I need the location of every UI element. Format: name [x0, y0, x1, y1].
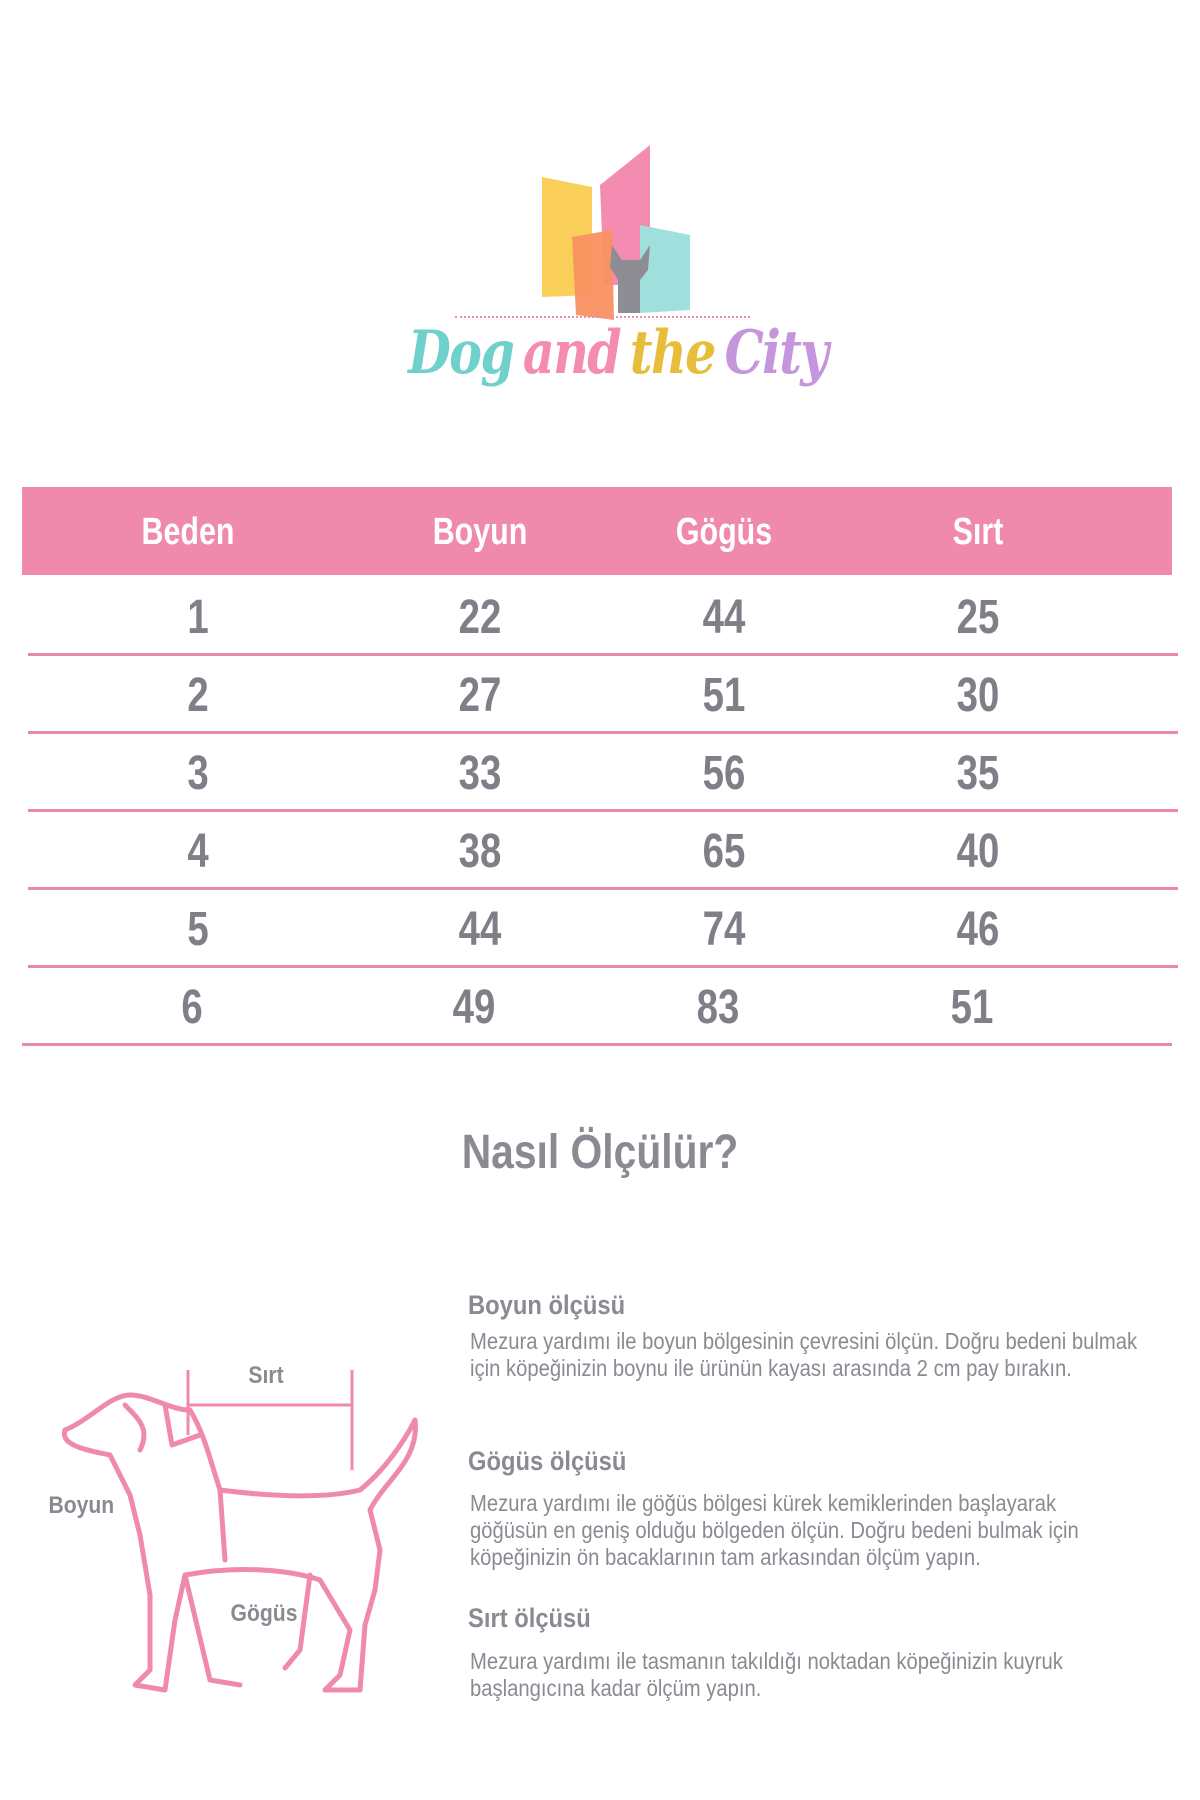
header-beden: Beden: [141, 511, 235, 553]
table-header: [22, 487, 1172, 575]
logo-buildings-icon: [530, 145, 710, 320]
table-cell: 33: [458, 747, 502, 800]
header-gogus: Gögüs: [675, 511, 773, 553]
table-cell: 38: [458, 825, 502, 878]
table-row: [28, 812, 1178, 890]
table-row: [22, 968, 1172, 1046]
table-cell: 46: [956, 903, 1000, 956]
table-cell: 22: [458, 591, 502, 644]
table-row: [28, 578, 1178, 656]
table-cell: 35: [956, 747, 1000, 800]
table-cell: 1: [187, 591, 209, 644]
table-cell: 44: [458, 903, 502, 956]
table-cell: 40: [956, 825, 1000, 878]
table-cell: 2: [187, 669, 209, 722]
table-cell: 51: [950, 981, 994, 1034]
table-row: [28, 890, 1178, 968]
table-cell: 4: [187, 825, 209, 878]
table-cell: 65: [702, 825, 746, 878]
table-row: [28, 656, 1178, 734]
boyun-heading: Boyun ölçüsü: [468, 1290, 626, 1320]
sirt-heading: Sırt ölçüsü: [468, 1603, 591, 1633]
diagram-label-gogus: Gögüs: [230, 1600, 298, 1627]
table-cell: 3: [187, 747, 209, 800]
how-to-measure-title: Nasıl Ölçülür?: [461, 1126, 739, 1179]
table-cell: 6: [181, 981, 203, 1034]
table-cell: 44: [702, 591, 746, 644]
table-cell: 25: [956, 591, 1000, 644]
table-cell: 51: [702, 669, 746, 722]
table-cell: 5: [187, 903, 209, 956]
boyun-description: Mezura yardımı ile boyun bölgesinin çevresini ölçün. Doğru bedeni bulmak için köpeğinizin boynu ile ürünün kayası arasında 2 cm pay bırakın.: [470, 1328, 1138, 1381]
sirt-description: Mezura yardımı ile tasmanın takıldığı noktadan köpeğinizin kuyruk başlangıcına kadar ölçüm yapın.: [470, 1648, 1063, 1701]
gogus-description: Mezura yardımı ile göğüs bölgesi kürek kemiklerinden başlayarak göğüsün en geniş olduğu bölgeden ölçün. Doğru bedeni bulmak için köpeğinizin ön bacaklarının tam arkasından ölçüm yapın.: [470, 1490, 1079, 1570]
table-cell: 27: [458, 669, 502, 722]
diagram-label-sirt: Sırt: [248, 1362, 284, 1389]
logo-text: Dog and the City: [408, 318, 828, 388]
header-sirt: Sırt: [952, 511, 1004, 553]
dog-measurement-diagram-icon: [40, 1350, 440, 1710]
table-cell: 30: [956, 669, 1000, 722]
diagram-label-boyun: Boyun: [48, 1492, 115, 1519]
table-cell: 56: [702, 747, 746, 800]
table-cell: 83: [696, 981, 740, 1034]
table-cell: 74: [702, 903, 746, 956]
gogus-heading: Gögüs ölçüsü: [468, 1446, 627, 1476]
header-boyun: Boyun: [432, 511, 528, 553]
table-row: [28, 734, 1178, 812]
table-cell: 49: [452, 981, 496, 1034]
